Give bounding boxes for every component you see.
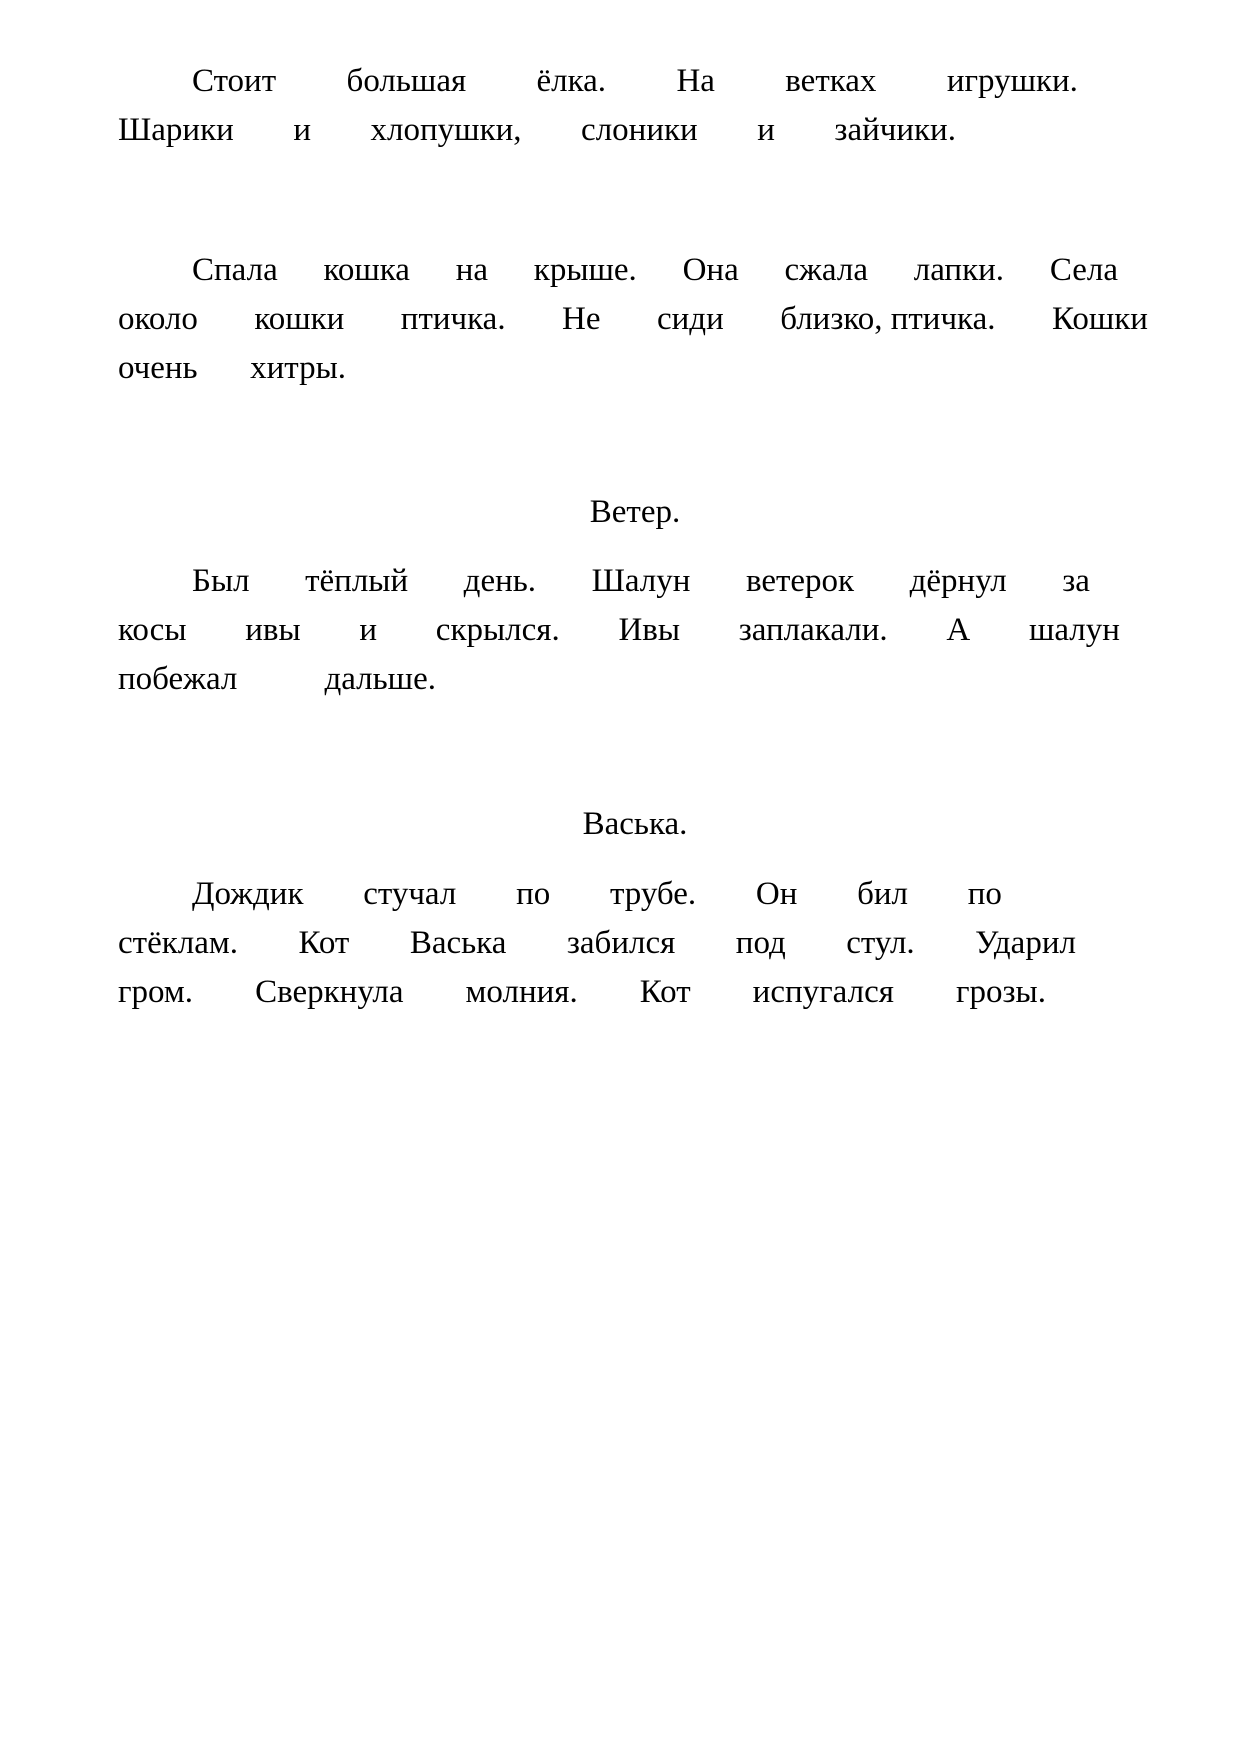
word: Она	[682, 252, 739, 288]
word: хитры.	[250, 350, 346, 386]
word: по	[967, 876, 1002, 912]
word: молния.	[465, 974, 578, 1010]
paragraph-wind	[118, 557, 1148, 704]
word: около	[118, 301, 198, 337]
word: шалун	[1028, 612, 1120, 648]
word: Дождик	[192, 876, 304, 912]
word: скрылся.	[435, 612, 560, 648]
word: забился	[566, 925, 676, 961]
word: ивы	[245, 612, 301, 648]
word: Спала	[192, 252, 278, 288]
text-line	[118, 870, 1002, 919]
word: А	[946, 612, 971, 648]
word: хлопушки,	[370, 112, 522, 148]
word: Кот	[639, 974, 691, 1010]
text-line	[118, 557, 1090, 606]
word: близко, птичка.	[780, 301, 996, 337]
word: ёлка.	[536, 63, 607, 99]
section-title-vaska: Васька.	[582, 806, 688, 842]
text-line	[118, 919, 1076, 968]
word: день.	[463, 563, 537, 599]
text-line	[118, 106, 956, 155]
word: большая	[346, 63, 467, 99]
word: зайчики.	[834, 112, 956, 148]
word: кошки	[254, 301, 345, 337]
word: трубе.	[609, 876, 697, 912]
word: На	[676, 63, 715, 99]
word: побежал	[118, 661, 238, 697]
text-line	[118, 968, 1046, 1017]
word: очень	[118, 350, 198, 386]
word: и	[359, 612, 378, 648]
text-line	[118, 344, 346, 393]
word: на	[455, 252, 489, 288]
word: под	[735, 925, 786, 961]
word: Стоит	[192, 63, 277, 99]
word: стучал	[363, 876, 457, 912]
word: Не	[562, 301, 601, 337]
word: лапки.	[913, 252, 1005, 288]
word: косы	[118, 612, 187, 648]
word: по	[516, 876, 551, 912]
word: Был	[192, 563, 250, 599]
word: ветках	[785, 63, 877, 99]
word: крыше.	[533, 252, 637, 288]
word: слоники	[581, 112, 698, 148]
text-line	[118, 295, 1148, 344]
text-line	[118, 606, 1120, 655]
word: гром.	[118, 974, 194, 1010]
paragraph-christmas-tree	[118, 57, 1078, 155]
word: сжала	[784, 252, 868, 288]
word: Села	[1049, 252, 1118, 288]
word: грозы.	[955, 974, 1046, 1010]
text-line	[118, 57, 1078, 106]
word: дёрнул	[909, 563, 1007, 599]
word: тёплый	[305, 563, 409, 599]
word: Кошки	[1051, 301, 1148, 337]
word: стул.	[846, 925, 915, 961]
word: Шарики	[118, 112, 234, 148]
text-line	[118, 655, 436, 704]
section-title-wind: Ветер.	[589, 494, 681, 530]
word: Ударил	[975, 925, 1076, 961]
word: игрушки.	[946, 63, 1078, 99]
word: дальше.	[324, 661, 436, 697]
word: за	[1062, 563, 1090, 599]
word: стёклам.	[118, 925, 238, 961]
word: Он	[755, 876, 798, 912]
word: Шалун	[591, 563, 691, 599]
word: Кот	[298, 925, 350, 961]
word: ветерок	[745, 563, 855, 599]
word: Васька	[409, 925, 507, 961]
word: и	[757, 112, 775, 148]
paragraph-cat-and-bird	[118, 246, 1148, 393]
word: Ивы	[618, 612, 681, 648]
word: кошка	[323, 252, 410, 288]
word: и	[293, 112, 311, 148]
word: Сверкнула	[255, 974, 404, 1010]
word: птичка.	[400, 301, 506, 337]
word: испугался	[752, 974, 894, 1010]
paragraph-vaska	[118, 870, 1148, 1017]
word: бил	[857, 876, 909, 912]
word: сиди	[657, 301, 724, 337]
text-line	[118, 246, 1118, 295]
word: заплакали.	[738, 612, 888, 648]
